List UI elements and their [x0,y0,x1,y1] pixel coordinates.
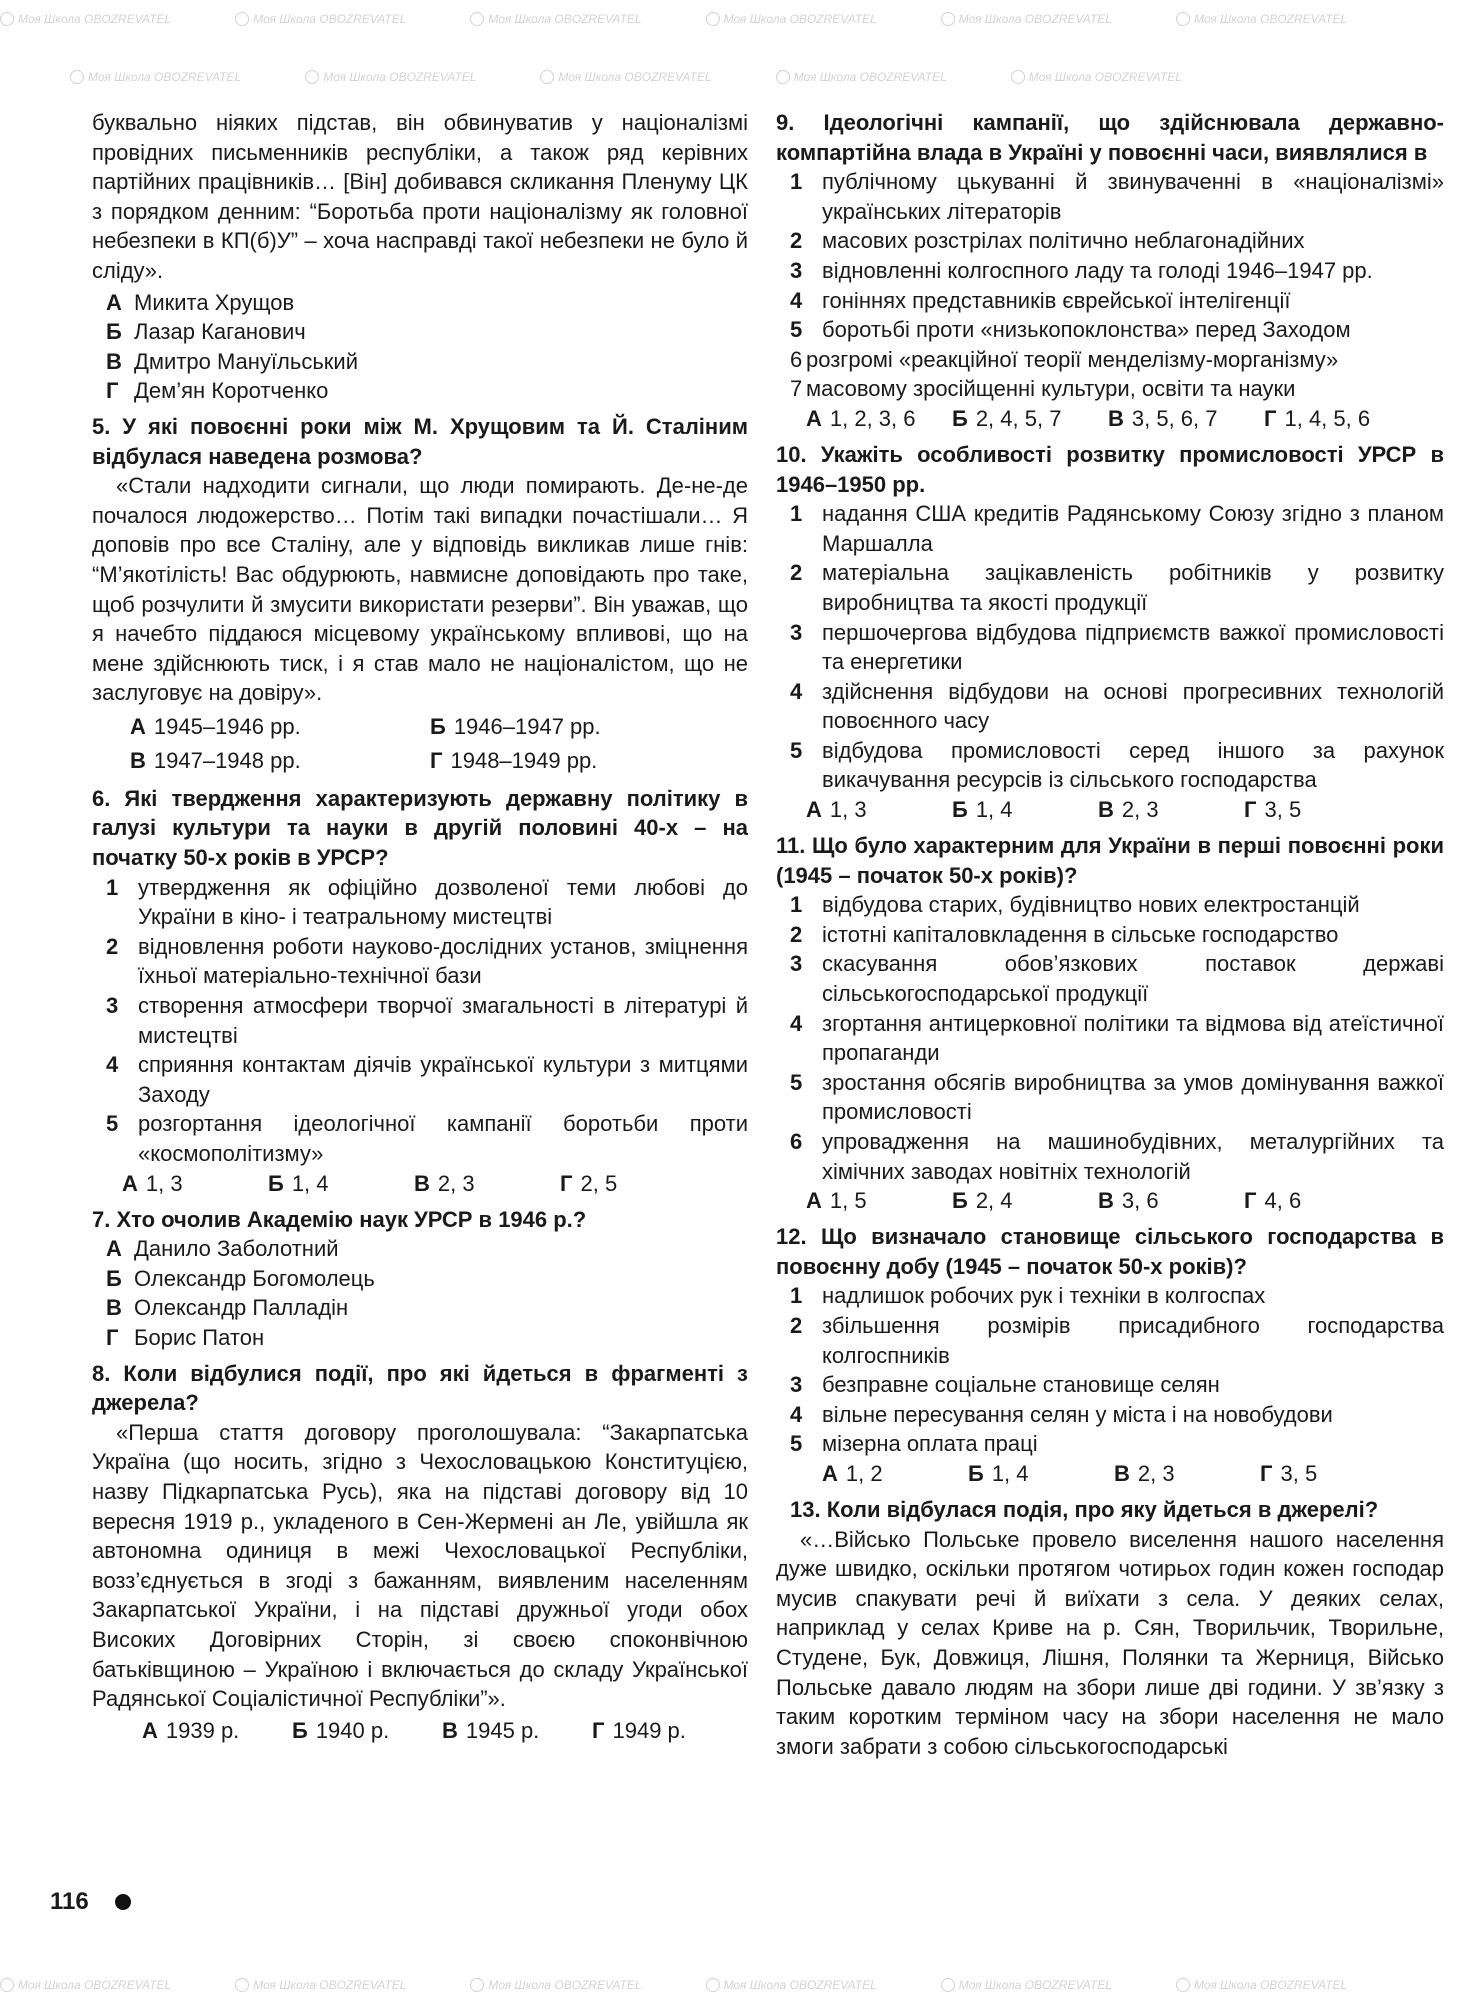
watermark-logo-icon [305,70,319,84]
item-text: відновлення роботи науково-дослідних установ, зміцнення їхньої матеріально-технічної бази [138,933,748,989]
watermark-logo-icon [70,70,84,84]
watermark-logo-icon [470,12,484,26]
watermark: Моя Школа OBOZREVATEL [1176,12,1347,26]
list-item [776,890,1444,920]
answer-option[interactable] [92,1234,748,1264]
option-text: 1, 2 [845,1460,883,1486]
list-item [776,256,1444,286]
option-text: 1, 3 [145,1170,183,1196]
item-text: зростання обсягів виробництва за умов домінування важкої промисловості [822,1069,1444,1125]
watermark: Моя Школа OBOZREVATEL [540,70,711,84]
item-text: публічному цькуванні й звинуваченні в «націоналізмі» українських літераторів [822,169,1444,224]
list-item [776,1281,1444,1311]
watermark-logo-icon [470,1978,484,1992]
option-letter: Г [1260,1460,1273,1486]
item-number: 3 [790,951,803,977]
item-text: масових розстрілах політично неблагонадійних [822,228,1305,254]
question-7-title: 7. Хто очолив Академію наук УРСР в 1946 р.? [92,1206,587,1232]
list-item [776,1127,1444,1186]
option-letter: Г [1244,797,1257,823]
option-text: 1948–1949 рр. [450,747,598,773]
list-item [776,499,1444,558]
answer-option[interactable] [430,710,730,744]
option-letter: Г [106,1324,119,1350]
item-number: 5 [790,1069,803,1095]
item-number: 1 [790,501,803,527]
option-letter: А [806,405,822,431]
list-item [776,1068,1444,1127]
item-number: 4 [106,1052,119,1078]
option-letter: Б [292,1717,308,1743]
item-number: 3 [106,993,119,1019]
option-letter: В [442,1717,458,1743]
option-letter: В [414,1170,430,1196]
option-letter: В [1108,405,1124,431]
option-letter: А [806,1188,822,1214]
list-item [92,932,748,991]
answer-option[interactable] [1098,795,1244,825]
question-5-source: «Стали надходити сигнали, що люди помирають. Де-не-де почалося людожерство… Потім такі випадки почастішали… Я доповів про все Сталіну, але у відповідь викликав лише гнів: “М’якотілість! Вас обдурюють, навмисне доповідають про таке, щоб розчулити й змусити використати резерви”. Він уважав, що я начебто піддаюся місцевому українському впливові, що на мене здійснюють тиск, і я став мало не націоналістом, що не заслуговує на довіру». [92,473,748,706]
answer-option[interactable] [1260,1459,1406,1489]
answer-option[interactable] [142,1716,292,1746]
answer-option[interactable] [952,404,1108,434]
item-number: 1 [790,169,803,195]
list-item [776,1009,1444,1068]
question-7-options [92,1234,748,1352]
answer-option[interactable] [952,1186,1098,1216]
item-number: 2 [790,1312,803,1338]
option-text: Борис Патон [134,1324,265,1350]
list-item [92,873,748,932]
list-item [776,1400,1444,1430]
option-letter: В [1098,797,1114,823]
question-10-items [776,499,1444,795]
option-letter: В [106,348,122,374]
watermark: Моя Школа OBOZREVATEL [706,1978,877,1992]
question-6-items [92,873,748,1169]
item-number: 4 [790,678,803,704]
answer-option[interactable] [292,1716,442,1746]
page-number [50,1888,131,1916]
option-letter: А [122,1170,138,1196]
question-5-options [92,710,748,778]
question-12-title: 12. Що визначало становище сільського господарства в повоєнну добу (1945 – початок 50-х років)? [776,1224,1444,1279]
watermark: Моя Школа OBOZREVATEL [470,1978,641,1992]
watermark: Моя Школа OBOZREVATEL [941,12,1112,26]
option-letter: В [106,1295,122,1321]
option-text: 1, 4 [291,1170,329,1196]
item-number: 2 [790,921,803,947]
option-text: Микита Хрущов [134,289,295,315]
question-11-title: 11. Що було характерним для України в перші повоєнні роки (1945 – початок 50-х років)? [776,833,1444,888]
question-13-source: «…Військо Польське провело виселення нашого населення дуже швидко, оскільки протягом чотирьох годин кожен господар мусив спакувати речі й виїхати з села. У деяких селах, наприклад у селах Криве на р. Сян, Творильчик, Творильне, Студене, Бук, Довжиця, Лішня, Полянки та Жерниця, Військо Польське давало людям на збори лише дві години. У зв’язку з таким коротким терміном часу на збори населення не мало змоги забрати з собою сільськогосподарські [776,1526,1444,1759]
answer-option[interactable] [92,1264,748,1294]
question-12-answers [776,1459,1444,1489]
intro-paragraph: буквально ніяких підстав, він обвинуватив у націоналізмі провідних письменників республіки, а також ряд керівних партійних працівників… [Він] добивався скликання Пленуму ЦК з порядком денним: “Боротьба проти націоналізму як головної небезпеки в КП(б)У” – хоча насправді такої небезпеки не було й сліду». [92,110,748,283]
option-text: 1945 р. [465,1717,540,1743]
option-text: 1, 4, 5, 6 [1284,405,1371,431]
item-text: матеріальна зацікавленість робітників у розвитку виробництва та якості продукції [822,560,1444,615]
item-number: 7 [790,376,803,402]
option-letter: Б [430,713,446,739]
item-text: відбудова старих, будівництво нових електростанцій [822,892,1360,918]
question-11-answers [776,1186,1444,1216]
option-text: 3, 5, 6, 7 [1131,405,1218,431]
answer-option[interactable] [430,744,730,778]
answer-option[interactable] [130,744,430,778]
option-text: 2, 3 [1137,1460,1175,1486]
item-number: 6 [790,1129,803,1154]
list-item [776,1311,1444,1370]
list-item [92,1050,748,1109]
option-letter: Г [430,747,443,773]
watermark: Моя Школа OBOZREVATEL [235,1978,406,1992]
watermark: Моя Школа OBOZREVATEL [0,1978,171,1992]
watermark-logo-icon [776,70,790,84]
watermark: Моя Школа OBOZREVATEL [776,70,947,84]
option-text: 4, 6 [1264,1188,1302,1214]
item-text: упровадження на машинобудівних, металургійних та хімічних заводах новітніх технологій [822,1129,1444,1184]
answer-option[interactable] [806,1186,952,1216]
answer-option[interactable] [92,317,748,347]
option-text: 1, 2, 3, 6 [829,405,916,431]
list-item [776,167,1444,226]
option-text: Олександр Палладін [134,1295,349,1321]
answer-option[interactable] [952,795,1098,825]
answer-option[interactable] [1108,404,1264,434]
option-letter: В [1098,1188,1114,1214]
option-text: 1945–1946 рр. [153,713,301,739]
list-item [776,345,1444,375]
item-number: 4 [790,1401,803,1427]
watermark: Моя Школа OBOZREVATEL [1011,70,1182,84]
answer-option[interactable] [968,1459,1114,1489]
option-text: 2, 3 [1121,797,1159,823]
option-letter: Б [268,1170,284,1196]
answer-option[interactable] [1244,1186,1390,1216]
watermark: Моя Школа OBOZREVATEL [941,1978,1112,1992]
option-text: Дмитро Мануїльський [134,348,359,374]
watermark-logo-icon [235,1978,249,1992]
option-text: 1, 4 [975,797,1013,823]
item-number: 3 [790,257,803,283]
option-letter: Г [1244,1188,1257,1214]
watermark: Моя Школа OBOZREVATEL [305,70,476,84]
right-column [776,108,1444,1763]
item-text: розгромі «реакційної теорії менделізму-морганізму» [806,346,1339,372]
option-letter: А [130,713,146,739]
item-text: відбудова промисловості серед іншого за рахунок викачування ресурсів із сільського господарства [822,737,1444,793]
option-text: 1939 р. [165,1717,240,1743]
option-text: 1, 5 [829,1188,867,1214]
watermark: Моя Школа OBOZREVATEL [235,12,406,26]
answer-option[interactable] [92,376,748,406]
question-8-answers [92,1716,748,1746]
option-text: 2, 3 [437,1170,475,1196]
option-text: 1946–1947 рр. [453,713,601,739]
item-text: розгортання ідеологічної кампанії боротьби проти «космополітизму» [138,1111,748,1166]
list-item [776,1370,1444,1400]
question-9-answers [776,404,1444,434]
option-letter: А [106,289,122,315]
watermark-logo-icon [706,12,720,26]
item-text: згортання антицерковної політики та відмова від атеїстичної пропаганди [822,1010,1444,1066]
item-number: 5 [106,1111,119,1137]
left-column [92,108,748,1746]
watermark-logo-icon [0,1978,14,1992]
list-item [776,618,1444,677]
item-number: 5 [790,317,803,343]
answer-option[interactable] [92,347,748,377]
item-text: надлишок робочих рук і техніки в колгоспах [822,1283,1266,1309]
item-text: мізерна оплата праці [822,1431,1038,1457]
list-item [776,226,1444,256]
option-letter: А [806,797,822,823]
answer-option[interactable] [122,1169,268,1199]
option-letter: А [142,1717,158,1743]
option-letter: Б [106,1265,122,1291]
watermark-logo-icon [941,1978,955,1992]
option-letter: А [822,1460,838,1486]
option-text: 3, 5 [1280,1460,1318,1486]
item-number: 6 [790,346,803,372]
item-number: 1 [790,892,803,918]
option-text: 1, 3 [829,797,867,823]
option-text: 1947–1948 рр. [153,747,301,773]
bullet-dot-icon [115,1894,131,1910]
watermark-logo-icon [706,1978,720,1992]
answer-option[interactable] [806,404,952,434]
answer-option[interactable] [1114,1459,1260,1489]
item-number: 2 [790,228,803,254]
question-10-title: 10. Укажіть особливості розвитку промисловості УРСР в 1946–1950 рр. [776,441,1444,497]
item-text: масовому зросійщенні культури, освіти та науки [806,376,1296,402]
answer-option[interactable] [806,795,952,825]
answer-option[interactable] [592,1716,742,1746]
watermark: Моя Школа OBOZREVATEL [1176,1978,1347,1992]
list-item [92,1109,748,1168]
item-text: першочергова відбудова підприємств важкої промисловості та енергетики [822,619,1444,675]
intro-options [92,288,748,406]
item-number: 5 [790,1431,803,1457]
item-number: 2 [106,933,119,959]
watermark: Моя Школа OBOZREVATEL [470,12,641,26]
item-number: 1 [790,1283,803,1309]
item-text: безправне соціальне становище селян [822,1372,1220,1398]
watermark-logo-icon [235,12,249,26]
question-9-items [776,167,1444,404]
item-text: утвердження як офіційно дозволеної теми любові до України в кіно- і театральному мистецтві [138,874,748,930]
option-text: 1940 р. [315,1717,390,1743]
watermark-logo-icon [540,70,554,84]
item-text: відновленні колгоспного ладу та голоді 1946–1947 рр. [822,257,1373,283]
list-item [92,991,748,1050]
item-number: 1 [106,874,119,900]
item-text: сприяння контактам діячів української культури з митцями Заходу [138,1052,748,1107]
answer-option[interactable] [1098,1186,1244,1216]
option-text: Лазар Каганович [134,319,306,345]
option-text: 2, 4, 5, 7 [975,405,1062,431]
option-letter: Б [952,1188,968,1214]
answer-option[interactable] [268,1169,414,1199]
item-text: боротьбі проти «низькопоклонства» перед Заходом [822,317,1351,343]
item-text: гоніннях представників єврейської інтелігенції [822,287,1291,313]
option-text: 2, 4 [975,1188,1013,1214]
watermark-row [0,70,1461,84]
option-letter: Б [952,797,968,823]
watermark-row [0,1978,1461,1992]
page-number-text: 116 [50,1888,89,1915]
option-letter: Г [592,1717,605,1743]
option-letter: В [130,747,146,773]
option-letter: Б [952,405,968,431]
option-text: 1, 4 [991,1460,1029,1486]
option-text: Олександр Богомолець [134,1265,375,1291]
watermark-logo-icon [1011,70,1025,84]
list-item [776,949,1444,1008]
answer-option[interactable] [442,1716,592,1746]
item-number: 5 [790,737,803,763]
list-item [776,286,1444,316]
option-letter: Б [106,319,122,345]
option-letter: Б [968,1460,984,1486]
answer-option[interactable] [1244,795,1390,825]
question-8-title: 8. Коли відбулися події, про які йдеться в фрагменті з джерела? [92,1360,748,1416]
question-9-title: 9. Ідеологічні кампанії, що здійснювала державно-компартійна влада в Україні у повоєнні часи, виявлялися в [776,110,1444,165]
answer-option[interactable] [92,1323,748,1353]
item-text: надання США кредитів Радянському Союзу згідно з планом Маршалла [822,501,1444,556]
item-text: створення атмосфери творчої змагальності в літературі й мистецтві [138,993,748,1048]
question-6-title: 6. Які твердження характеризують державну політику в галузі культури та науки в другій половині 40-х – на початку 50-х років в УРСР? [92,785,748,871]
watermark: Моя Школа OBOZREVATEL [70,70,241,84]
item-text: істотні капіталовкладення в сільське господарство [822,921,1339,947]
watermark: Моя Школа OBOZREVATEL [0,12,171,26]
list-item [776,1429,1444,1459]
item-text: збільшення розмірів присадибного господарства колгоспників [822,1312,1444,1368]
answer-option[interactable] [560,1169,706,1199]
list-item [776,374,1444,404]
list-item [776,920,1444,950]
option-letter: Г [560,1170,573,1196]
item-number: 3 [790,619,803,645]
option-letter: В [1114,1460,1130,1486]
list-item [776,736,1444,795]
answer-option[interactable] [822,1459,968,1489]
option-text: 1949 р. [612,1717,686,1743]
answer-option[interactable] [92,1293,748,1323]
watermark-logo-icon [941,12,955,26]
question-11-items [776,890,1444,1186]
item-number: 2 [790,560,803,586]
watermark-row [0,12,1461,26]
option-text: Данило Заболотний [134,1236,339,1262]
option-text: 2, 5 [580,1170,618,1196]
option-letter: Г [1264,405,1277,431]
item-number: 3 [790,1372,803,1398]
watermark: Моя Школа OBOZREVATEL [706,12,877,26]
answer-option[interactable] [414,1169,560,1199]
question-13-title: 13. Коли відбулася подія, про яку йдеться в джерелі? [790,1496,1379,1522]
item-text: вільне пересування селян у міста і на новобудови [822,1401,1333,1427]
list-item [776,558,1444,617]
item-number: 4 [790,287,803,313]
question-12-items [776,1281,1444,1459]
watermark-logo-icon [0,12,14,26]
list-item [776,677,1444,736]
watermark-logo-icon [1176,1978,1190,1992]
question-5-title: 5. У які повоєнні роки між М. Хрущовим та Й. Сталіним відбулася наведена розмова? [92,413,748,469]
option-text: Дем’ян Коротченко [134,378,329,404]
item-number: 4 [790,1010,803,1036]
list-item [776,315,1444,345]
question-10-answers [776,795,1444,825]
option-text: 3, 6 [1121,1188,1159,1214]
answer-option[interactable] [1264,404,1414,434]
question-6-answers [92,1169,748,1199]
answer-option[interactable] [92,288,748,318]
item-text: скасування обов’язкових поставок державі сільськогосподарської продукції [822,951,1444,1007]
item-text: здійснення відбудови на основі прогресивних технологій повоєнного часу [822,678,1444,734]
option-letter: Г [106,378,119,404]
option-letter: А [106,1236,122,1262]
question-8-source: «Перша стаття договору проголошувала: “Закарпатська Україна (що носить, згідно з Чехословацькою Конституцією, назву Підкарпатська Русь), яка на підставі договору від 10 вересня 1919 р., укладеного в Сен-Жермені ан Ле, увійшла як автономна одиниця в межі Чехословацької Республіки, возз’єднується в згоді з бажанням, виявленим населенням Закарпатської України, і на підставі дружньої угоди обох Високих Договірних Сторін, зі своєю споконвічною батьківщиною – Україною і включається до складу Української Радянської Соціалістичної Республіки”». [92,1419,748,1712]
answer-option[interactable] [130,710,430,744]
watermark-logo-icon [1176,12,1190,26]
option-text: 3, 5 [1264,797,1302,823]
